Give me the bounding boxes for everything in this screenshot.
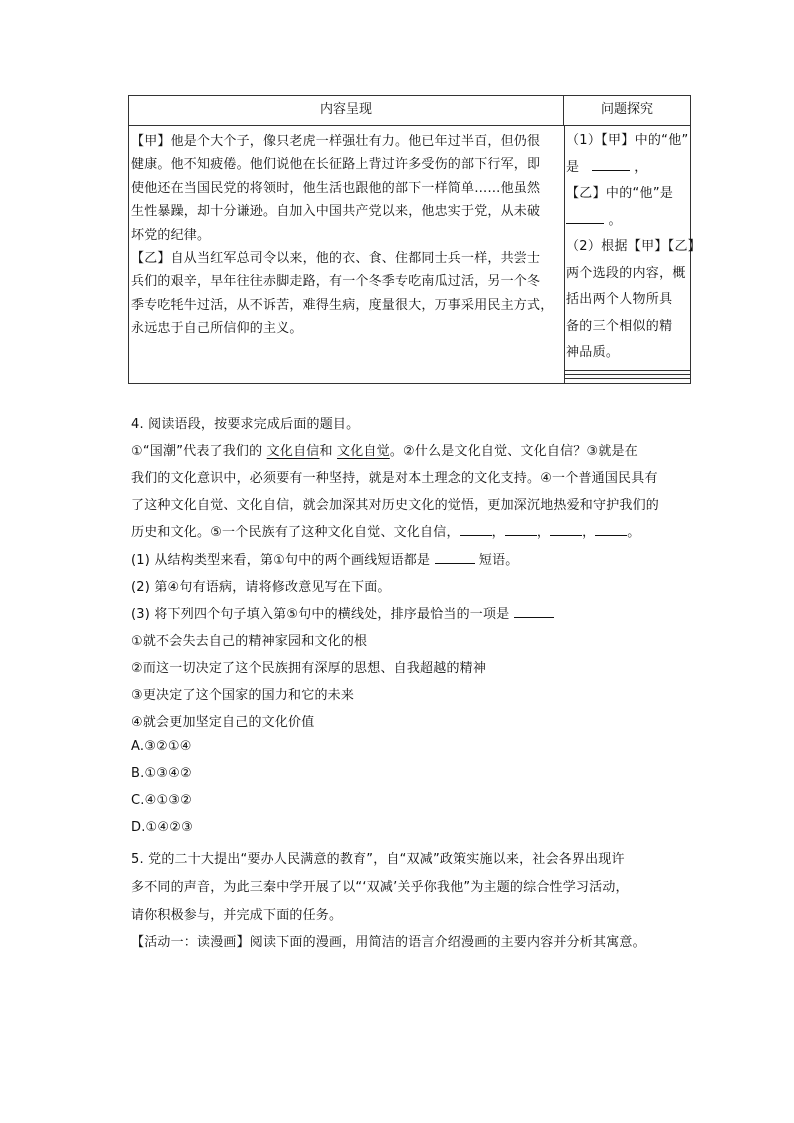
- passage-line: 兵们的艰辛，早年往往赤脚走路，有一个冬季专吃南瓜过活，另一个冬: [131, 274, 541, 290]
- passage-line: 生性暴躁，却十分谦逊。自加入中国共产党以来，他忠实于党，从未破: [131, 204, 541, 220]
- table-header-content: 内容呈现: [129, 96, 564, 126]
- paragraph-line: 历史和文化。⑤一个民族有了这种文化自觉、文化自信， ， ， ， 。: [131, 521, 640, 540]
- question-2-line: 括出两个人物所具: [566, 292, 673, 307]
- passage-line: 坏党的纪律。: [131, 227, 211, 243]
- passage-line: 使他还在当国民党的将领时，他生活也跟他的部下一样简单……他虽然: [131, 180, 541, 196]
- paragraph-line: ①“国潮”代表了我们的 文化自信和 文化自觉。②什么是文化自觉、文化自信？③就是在: [131, 444, 638, 459]
- choice-option-a[interactable]: A.③②①④: [131, 739, 192, 754]
- question-2-line: 神品质。: [566, 345, 620, 360]
- sentence-item: ③更决定了这个国家的国力和它的未来: [131, 688, 355, 703]
- fill-blank[interactable]: [595, 522, 627, 536]
- fill-blank[interactable]: [505, 522, 537, 536]
- question-2-line: （2）根据【甲】【乙】: [566, 239, 702, 254]
- question-1-line: （1）【甲】中的“他”: [566, 133, 689, 148]
- fill-blank[interactable]: [550, 522, 582, 536]
- column-divider: [564, 126, 565, 383]
- sentence-item: ④就会更加坚定自己的文化价值: [131, 715, 315, 730]
- question-1-text: ，: [634, 159, 648, 175]
- answer-blank[interactable]: [592, 156, 630, 171]
- fill-blank[interactable]: [460, 522, 492, 536]
- underlined-phrase: 文化自信: [266, 444, 320, 459]
- question-2-line: 备的三个相似的精: [566, 318, 673, 334]
- question-5-line: 请你积极参与，并完成下面的任务。: [131, 908, 343, 923]
- content-table: [128, 95, 702, 384]
- paragraph-line: 了这种文化自觉、文化自信，就会加深其对历史文化的觉悟，更加深沉地热爱和守护我们的: [131, 498, 660, 513]
- question-1-text: 。: [608, 212, 622, 228]
- question-4-title: 4. 阅读语段，按要求完成后面的题目。: [131, 417, 360, 432]
- answer-blank[interactable]: [435, 550, 475, 564]
- choice-option-d[interactable]: D.①④②③: [131, 820, 193, 835]
- sentence-item: ①就不会失去自己的精神家园和文化的根: [131, 634, 368, 649]
- paragraph-line: 我们的文化意识中，必须要有一种坚持，就是对本土理念的文化支持。④一个普通国民具有: [131, 471, 658, 486]
- table-header-question: 问题探究: [564, 96, 690, 126]
- sub-question-2: (2) 第④句有语病，请将修改意见写在下面。: [131, 580, 391, 595]
- activity-1-instruction: 【活动一：读漫画】阅读下面的漫画，用简洁的语言介绍漫画的主要内容并分析其寓意。: [131, 935, 646, 950]
- passage-line: 【乙】自从当红军总司令以来，他的衣、食、住都同士兵一样，共尝士: [131, 250, 541, 266]
- passage-line: 健康。他不知疲倦。他们说他在长征路上背过许多受伤的部下行军，即: [131, 157, 541, 173]
- question-1-answer-b: [566, 208, 690, 235]
- table-bottom-rules: [565, 370, 691, 382]
- question-1-line: 【乙】中的“他”是: [566, 186, 674, 201]
- question-1-text: 是: [566, 159, 580, 175]
- sub-question-1: (1) 从结构类型来看，第①句中的两个画线短语都是 短语。: [131, 549, 518, 568]
- passage-line: 永远忠于自己所信仰的主义。: [131, 321, 303, 337]
- answer-blank[interactable]: [514, 604, 554, 618]
- question-2-line: 两个选段的内容，概: [566, 265, 686, 281]
- question-5-line: 5. 党的二十大提出“要办人民满意的教育”，自“双减”政策实施以来，社会各界出现许: [131, 852, 625, 867]
- sub-question-3: (3) 将下列四个句子填入第⑤句中的横线处，排序最恰当的一项是: [131, 603, 554, 622]
- question-5-line: 多不同的声音，为此三秦中学开展了以“‘双减’关乎你我他”为主题的综合性学习活动，: [131, 880, 629, 895]
- underlined-phrase: 文化自觉: [337, 444, 390, 459]
- table-questions: [566, 128, 702, 367]
- question-1-answer-a: [566, 155, 690, 182]
- sentence-item: ②而这一切决定了这个民族拥有深厚的思想、自我超越的精神: [131, 661, 487, 676]
- passage-line: 【甲】他是个大个子，像只老虎一样强壮有力。他已年过半百，但仍很: [131, 134, 541, 149]
- choice-option-b[interactable]: B.①③④②: [131, 766, 192, 781]
- passage-line: 季专吃牦牛过活，从不诉苦，难得生病，度量很大，万事采用民主方式，: [131, 297, 554, 313]
- answer-blank[interactable]: [566, 209, 604, 224]
- choice-option-c[interactable]: C.④①③②: [131, 793, 193, 808]
- table-content-passages: [131, 130, 561, 341]
